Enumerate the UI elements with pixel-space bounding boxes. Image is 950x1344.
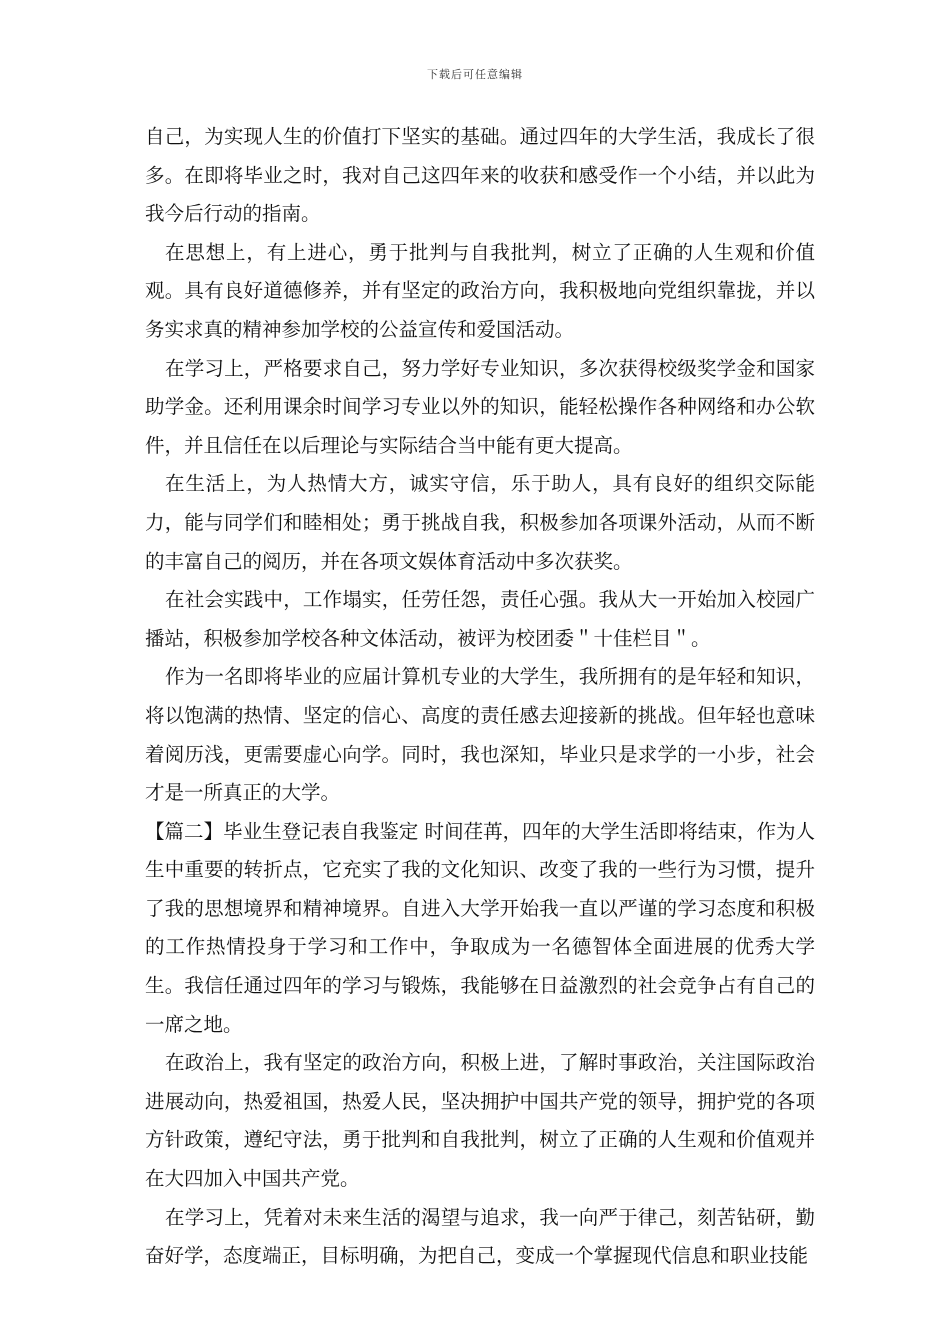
paragraph: 在政治上，我有坚定的政治方向，积极上进，了解时事政治，关注国际政治进展动向，热爱祖国，热爱人民，坚决拥护中国共产党的领导，拥护党的各项方针政策，遵纪守法，勇于批判和自我批判，树立了正确的人生观和价值观并在大四加入中国共产党。 xyxy=(145,1051,815,1191)
paragraph: 在学习上，严格要求自己，努力学好专业知识，多次获得校级奖学金和国家助学金。还利用课余时间学习专业以外的知识，能轻松操作各种网络和办公软件，并且信任在以后理论与实际结合当中能有更大提高。 xyxy=(145,356,815,457)
section-heading-paragraph: 【篇二】毕业生登记表自我鉴定 时间荏苒，四年的大学生活即将结束，作为人生中重要的转折点，它充实了我的文化知识、改变了我的一些行为习惯，提升了我的思想境界和精神境界。自进入大学开始我一直以严谨的学习态度和积极的工作热情投身于学习和工作中，争取成为一名德智体全面进展的优秀大学生。我信任通过四年的学习与锻炼，我能够在日益激烈的社会竞争占有自己的一席之地。 xyxy=(145,819,815,1036)
paragraph: 自己，为实现人生的价值打下坚实的基础。通过四年的大学生活，我成长了很多。在即将毕业之时，我对自己这四年来的收获和感受作一个小结，并以此为我今后行动的指南。 xyxy=(145,125,815,226)
document-body xyxy=(145,118,815,1276)
paragraph: 在思想上，有上进心，勇于批判与自我批判，树立了正确的人生观和价值观。具有良好道德修养，并有坚定的政治方向，我积极地向党组织靠拢，并以务实求真的精神参加学校的公益宣传和爱国活动。 xyxy=(145,240,815,341)
paragraph: 在生活上，为人热情大方，诚实守信，乐于助人，具有良好的组织交际能力，能与同学们和睦相处；勇于挑战自我，积极参加各项课外活动，从而不断的丰富自己的阅历，并在各项文娱体育活动中多次获奖。 xyxy=(145,472,815,573)
paragraph: 在社会实践中，工作塌实，任劳任怨，责任心强。我从大一开始加入校园广播站，积极参加学校各种文体活动，被评为校团委＂十佳栏目＂。 xyxy=(145,588,815,650)
paragraph: 作为一名即将毕业的应届计算机专业的大学生，我所拥有的是年轻和知识，将以饱满的热情、坚定的信心、高度的责任感去迎接新的挑战。但年轻也意味着阅历浅，更需要虚心向学。同时，我也深知，毕业只是求学的一小步，社会才是一所真正的大学。 xyxy=(145,665,815,805)
paragraph: 在学习上，凭着对未来生活的渴望与追求，我一向严于律己，刻苦钻研，勤奋好学，态度端正，目标明确，为把自己，变成一个掌握现代信息和职业技能 xyxy=(145,1205,815,1268)
page-header: 下载后可任意编辑 xyxy=(427,68,523,81)
